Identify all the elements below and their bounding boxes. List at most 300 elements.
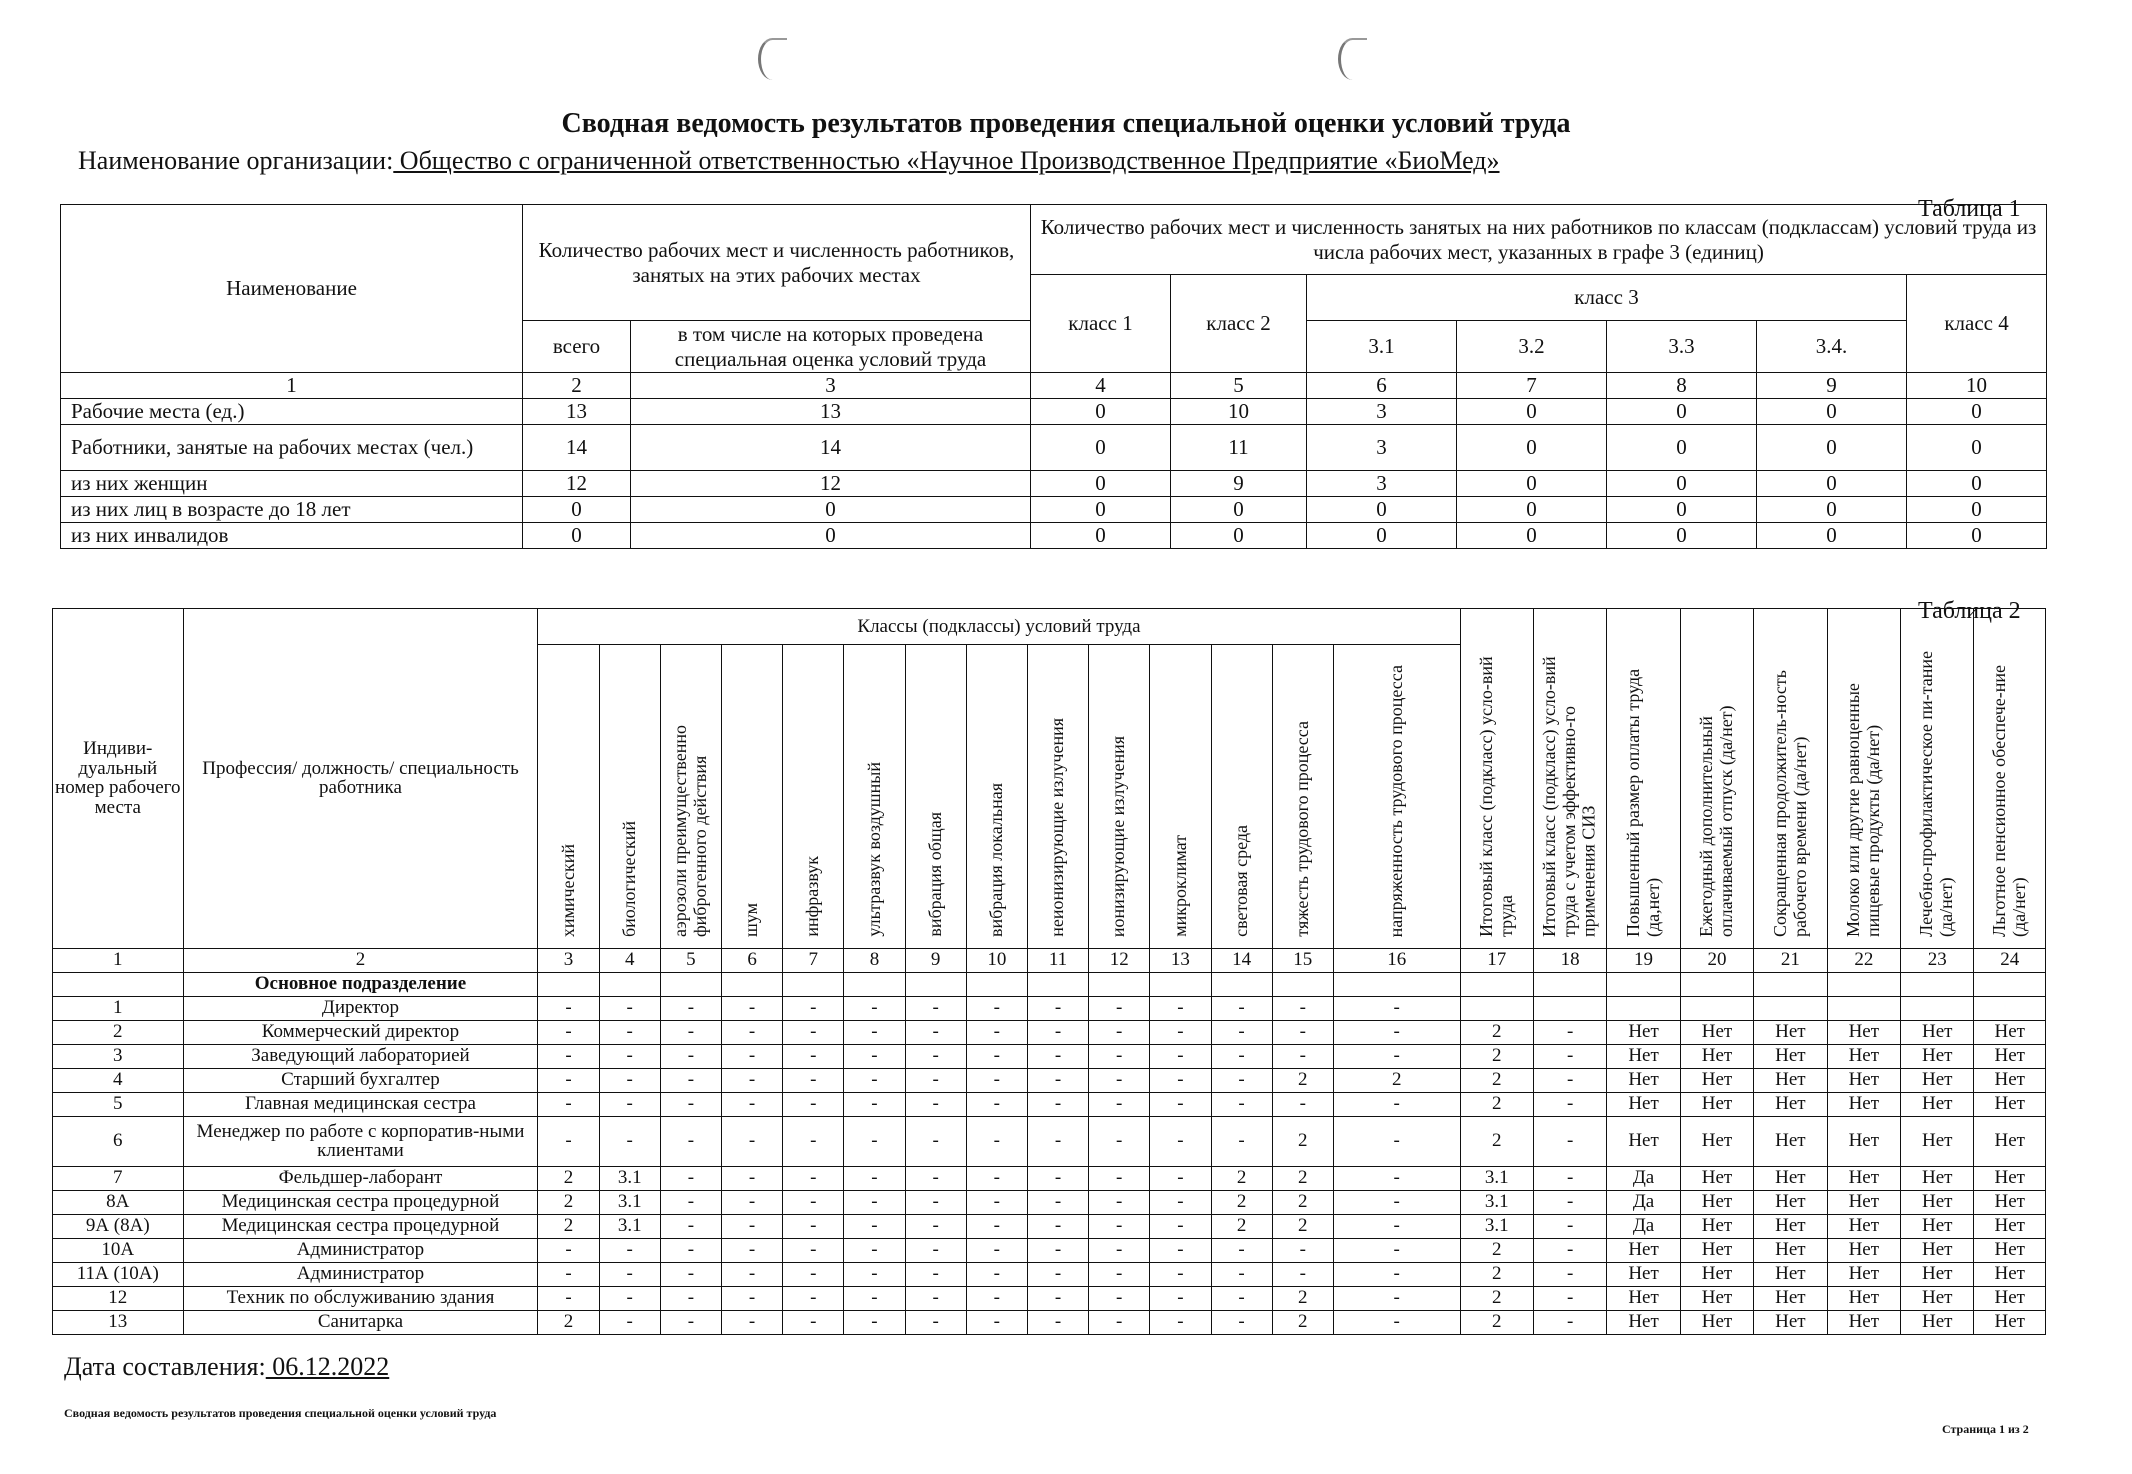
- t2-cell: -: [1027, 1166, 1088, 1190]
- t2-cell: -: [1027, 1238, 1088, 1262]
- t2-row-id: 10А: [53, 1238, 184, 1262]
- t2-cell: Нет: [1901, 1020, 1974, 1044]
- organization-name: Общество с ограниченной ответственностью «Научное Производственное Предприятие «БиоМед»: [393, 146, 1500, 175]
- t2-row-id: 3: [53, 1044, 184, 1068]
- t2-header-extra: [1901, 609, 1974, 949]
- t1-cell: 0: [1457, 523, 1607, 549]
- t2-header-factor: [599, 645, 660, 949]
- t2-cell: -: [1089, 1092, 1150, 1116]
- t2-header-classes-group: Классы (подклассы) условий труда: [538, 609, 1460, 645]
- t2-cell: -: [1333, 1044, 1460, 1068]
- t2-cell: -: [538, 1044, 599, 1068]
- t2-body: [53, 609, 2046, 1335]
- t2-cell: -: [783, 1116, 844, 1166]
- t2-row-profession: Старший бухгалтер: [183, 1068, 538, 1092]
- t2-col-number: 24: [1974, 948, 2046, 972]
- t2-header-factor-label: световая среда: [1230, 825, 1251, 937]
- t2-cell: -: [1211, 1116, 1272, 1166]
- t2-cell: -: [1533, 1286, 1606, 1310]
- t2-cell: -: [1211, 1238, 1272, 1262]
- t2-cell: -: [905, 1238, 966, 1262]
- t1-cell: 0: [1757, 399, 1907, 425]
- t2-cell: -: [1027, 1310, 1088, 1334]
- t2-cell: -: [1027, 1214, 1088, 1238]
- t2-cell: 2: [1211, 1190, 1272, 1214]
- t2-header-extra-label: Льготное пенсионное обеспече-ние (да/нет): [1988, 665, 2029, 937]
- t2-cell: -: [966, 1020, 1027, 1044]
- t1-cell: 3: [1307, 399, 1457, 425]
- t2-cell: Нет: [1827, 1166, 1900, 1190]
- t2-col-number: 11: [1027, 948, 1088, 972]
- t1-row: [61, 523, 2047, 549]
- t2-section-empty: [905, 972, 966, 996]
- t2-cell: -: [722, 1044, 783, 1068]
- t2-section-empty: [538, 972, 599, 996]
- t2-header-extra-label: Ежегодный дополнительный оплачиваемый отпуск (да/нет): [1696, 705, 1736, 937]
- table1-caption: Таблица 1: [1918, 196, 2021, 222]
- t2-section-title: Основное подразделение: [183, 972, 538, 996]
- t2-cell: Нет: [1607, 1068, 1680, 1092]
- t2-cell: 2: [538, 1214, 599, 1238]
- t2-cell: -: [1272, 1044, 1333, 1068]
- hole-punch-mark: [758, 38, 787, 80]
- t2-cell: Нет: [1901, 1068, 1974, 1092]
- t1-cell: 0: [1607, 523, 1757, 549]
- t2-section-empty: [1089, 972, 1150, 996]
- t2-cell: Нет: [1974, 1238, 2046, 1262]
- t2-cell: -: [783, 1044, 844, 1068]
- t2-section-empty: [1827, 972, 1900, 996]
- t2-cell: -: [844, 1020, 905, 1044]
- t2-cell: Нет: [1974, 1214, 2046, 1238]
- t1-cell: 0: [1031, 523, 1171, 549]
- t2-cell: Нет: [1827, 1214, 1900, 1238]
- t2-header-factor: [1150, 645, 1211, 949]
- t2-cell: 2: [1460, 1286, 1533, 1310]
- t2-cell: -: [538, 1116, 599, 1166]
- t2-cell: 2: [1460, 1044, 1533, 1068]
- t2-cell: 2: [1460, 1238, 1533, 1262]
- t2-cell: -: [599, 996, 660, 1020]
- t2-row-profession: Медицинская сестра процедурной: [183, 1190, 538, 1214]
- t1-cell: 11: [1171, 425, 1307, 471]
- t2-cell: -: [1272, 1092, 1333, 1116]
- t2-cell: Нет: [1827, 1262, 1900, 1286]
- t2-cell: Нет: [1827, 1190, 1900, 1214]
- t2-header-factor-label: вибрация общая: [924, 812, 945, 937]
- t2-cell: Нет: [1607, 1044, 1680, 1068]
- t2-cell: -: [1027, 1092, 1088, 1116]
- t1-cell: 12: [631, 471, 1031, 497]
- t2-cell: -: [1027, 996, 1088, 1020]
- t2-cell: -: [1533, 1044, 1606, 1068]
- t2-cell: -: [905, 1310, 966, 1334]
- t1-header-assessed: в том числе на которых проведена специальная оценка условий труда: [631, 321, 1031, 373]
- t2-cell: -: [1150, 1166, 1211, 1190]
- t1-cell: 10: [1171, 399, 1307, 425]
- t2-cell: -: [599, 1310, 660, 1334]
- t2-cell: -: [783, 996, 844, 1020]
- t1-header-sub: 3.1: [1307, 321, 1457, 373]
- date-line: [64, 1352, 389, 1382]
- t2-cell: Нет: [1607, 1310, 1680, 1334]
- t2-cell: Нет: [1754, 1020, 1827, 1044]
- t2-cell: -: [722, 1190, 783, 1214]
- t2-row: [53, 1116, 2046, 1166]
- t2-header-factor: [783, 645, 844, 949]
- t2-cell: -: [1333, 1116, 1460, 1166]
- t1-cell: 0: [1907, 471, 2047, 497]
- t1-col-number: 9: [1757, 373, 1907, 399]
- footer-document-name: Сводная ведомость результатов проведения специальной оценки условий труда: [64, 1406, 497, 1420]
- t2-cell: -: [966, 1262, 1027, 1286]
- t2-cell: Нет: [1901, 1190, 1974, 1214]
- t2-row: [53, 1262, 2046, 1286]
- t2-header-extra-label: Итоговый класс (подкласс) усло-вий труда с учетом эффективно-го применения СИЗ: [1539, 656, 1600, 937]
- t2-cell: -: [1211, 1020, 1272, 1044]
- t2-cell: -: [538, 1238, 599, 1262]
- t2-cell: -: [722, 1116, 783, 1166]
- t2-cell: Нет: [1680, 1286, 1753, 1310]
- t1-cell: 0: [1757, 523, 1907, 549]
- t2-cell: Нет: [1607, 1262, 1680, 1286]
- t2-cell: 3.1: [599, 1166, 660, 1190]
- organization-line: [78, 146, 1500, 176]
- t2-cell: -: [783, 1238, 844, 1262]
- t2-row-profession: Администратор: [183, 1238, 538, 1262]
- t2-header-extra: [1607, 609, 1680, 949]
- t2-section-empty: [599, 972, 660, 996]
- t2-header-factor-label: ионизирующие излучения: [1108, 735, 1129, 937]
- t2-section-empty: [1974, 972, 2046, 996]
- t2-section-row: [53, 972, 2046, 996]
- t1-cell: 0: [1607, 471, 1757, 497]
- t2-row-profession: Заведующий лабораторией: [183, 1044, 538, 1068]
- t2-cell: Нет: [1680, 1068, 1753, 1092]
- t2-cell: -: [1150, 1116, 1211, 1166]
- t2-col-number: 21: [1754, 948, 1827, 972]
- t2-cell: Нет: [1974, 1092, 2046, 1116]
- t2-cell: Нет: [1680, 1262, 1753, 1286]
- t2-cell: -: [1533, 1190, 1606, 1214]
- t1-col-number: 8: [1607, 373, 1757, 399]
- t2-cell: -: [660, 1286, 721, 1310]
- t2-cell: Нет: [1754, 1310, 1827, 1334]
- t1-row: [61, 399, 2047, 425]
- date-value: 06.12.2022: [265, 1352, 390, 1381]
- t2-cell: -: [966, 1116, 1027, 1166]
- t2-cell: 2: [1460, 1310, 1533, 1334]
- t2-cell: -: [1089, 1166, 1150, 1190]
- t2-row-id: 5: [53, 1092, 184, 1116]
- t2-cell: Нет: [1974, 1116, 2046, 1166]
- t2-cell: 2: [1333, 1068, 1460, 1092]
- t2-row-id: 6: [53, 1116, 184, 1166]
- t2-section-empty: [53, 972, 184, 996]
- t1-cell: 0: [1031, 497, 1171, 523]
- t2-cell: -: [722, 996, 783, 1020]
- t2-cell: -: [599, 1020, 660, 1044]
- t2-cell: Нет: [1974, 1262, 2046, 1286]
- t2-cell: [1974, 996, 2046, 1020]
- t1-cell: 0: [1757, 497, 1907, 523]
- t2-row: [53, 1214, 2046, 1238]
- t1-row-name: из них лиц в возрасте до 18 лет: [61, 497, 523, 523]
- t2-cell: [1901, 996, 1974, 1020]
- t2-cell: Нет: [1754, 1116, 1827, 1166]
- t2-cell: -: [1272, 1238, 1333, 1262]
- t2-cell: -: [1211, 1068, 1272, 1092]
- t2-cell: -: [722, 1166, 783, 1190]
- t2-cell: -: [844, 1092, 905, 1116]
- t1-cell: 3: [1307, 471, 1457, 497]
- t1-header-class3: класс 3: [1307, 275, 1907, 321]
- t2-cell: Нет: [1607, 1286, 1680, 1310]
- t2-cell: -: [1333, 1214, 1460, 1238]
- t2-cell: -: [599, 1286, 660, 1310]
- t2-cell: -: [599, 1044, 660, 1068]
- t2-cell: -: [1333, 1238, 1460, 1262]
- t1-col-number: 6: [1307, 373, 1457, 399]
- t2-row: [53, 1020, 2046, 1044]
- t2-cell: 2: [1272, 1214, 1333, 1238]
- t2-col-number: 23: [1901, 948, 1974, 972]
- t2-cell: -: [1333, 1166, 1460, 1190]
- t2-cell: Нет: [1901, 1116, 1974, 1166]
- t2-row-profession: Фельдшер-лаборант: [183, 1166, 538, 1190]
- t2-cell: Нет: [1827, 1310, 1900, 1334]
- t2-cell: -: [844, 1286, 905, 1310]
- t2-header-factor-label: ультразвук воздушный: [863, 762, 884, 937]
- t2-header-factor-label: тяжесть трудового процесса: [1291, 721, 1312, 937]
- t2-cell: -: [1533, 1020, 1606, 1044]
- t2-header-factor: [1333, 645, 1460, 949]
- t1-header-group-b: Количество рабочих мест и численность занятых на них работников по классам (подклассам) условий труда из числа рабочих мест, указанных в графе 3 (единиц): [1031, 205, 2047, 275]
- t2-cell: -: [1211, 1286, 1272, 1310]
- t2-cell: Нет: [1754, 1166, 1827, 1190]
- t2-row-profession: Главная медицинская сестра: [183, 1092, 538, 1116]
- t2-cell: Нет: [1901, 1044, 1974, 1068]
- t2-cell: Нет: [1974, 1286, 2046, 1310]
- t2-cell: Нет: [1680, 1166, 1753, 1190]
- t2-cell: Нет: [1827, 1068, 1900, 1092]
- t1-cell: 0: [523, 523, 631, 549]
- t1-cell: 0: [1031, 471, 1171, 497]
- t1-cell: 0: [1907, 399, 2047, 425]
- t2-header-factor-label: аэрозоли преимущественно фиброгенного действия: [670, 724, 710, 937]
- t2-cell: -: [1333, 1190, 1460, 1214]
- t2-cell: -: [966, 1092, 1027, 1116]
- t2-cell: -: [1272, 1020, 1333, 1044]
- t1-cell: 13: [523, 399, 631, 425]
- t2-header-extra-label: Молоко или другие равноценные пищевые продукты (да/нет): [1843, 683, 1883, 937]
- t1-row: [61, 497, 2047, 523]
- t2-cell: -: [1027, 1116, 1088, 1166]
- t2-cell: -: [783, 1068, 844, 1092]
- t2-row-profession: Администратор: [183, 1262, 538, 1286]
- t2-cell: Нет: [1974, 1044, 2046, 1068]
- t1-number-row: [61, 373, 2047, 399]
- t2-cell: -: [722, 1068, 783, 1092]
- t1-col-number: 4: [1031, 373, 1171, 399]
- t2-col-number: 15: [1272, 948, 1333, 972]
- t2-col-number: 3: [538, 948, 599, 972]
- t2-cell: Нет: [1974, 1190, 2046, 1214]
- t2-cell: -: [538, 1092, 599, 1116]
- t2-cell: -: [1089, 1310, 1150, 1334]
- t1-row-name: Рабочие места (ед.): [61, 399, 523, 425]
- t2-cell: -: [1150, 1068, 1211, 1092]
- t2-cell: Нет: [1754, 1092, 1827, 1116]
- t2-header-row: [53, 609, 2046, 645]
- t2-cell: Нет: [1827, 1116, 1900, 1166]
- t1-cell: 0: [1171, 523, 1307, 549]
- t1-row: [61, 471, 2047, 497]
- t2-cell: -: [1027, 1020, 1088, 1044]
- t2-cell: -: [783, 1286, 844, 1310]
- t1-cell: 0: [1307, 523, 1457, 549]
- t2-row: [53, 1068, 2046, 1092]
- t2-header-factor-label: напряженность трудового процесса: [1385, 664, 1406, 937]
- t2-section-empty: [722, 972, 783, 996]
- t1-col-number: 5: [1171, 373, 1307, 399]
- t2-row-id: 9А (8А): [53, 1214, 184, 1238]
- t2-cell: -: [538, 996, 599, 1020]
- t2-section-empty: [1680, 972, 1753, 996]
- t2-row: [53, 1044, 2046, 1068]
- t2-col-number: 13: [1150, 948, 1211, 972]
- t2-header-factor: [722, 645, 783, 949]
- t2-cell: -: [844, 1214, 905, 1238]
- t2-cell: -: [1533, 1238, 1606, 1262]
- t2-cell: -: [783, 1214, 844, 1238]
- t2-section-empty: [660, 972, 721, 996]
- date-label: Дата составления:: [64, 1352, 266, 1381]
- t2-header-factor: [1211, 645, 1272, 949]
- t2-cell: -: [538, 1068, 599, 1092]
- t2-cell: 2: [538, 1166, 599, 1190]
- t1-cell: 14: [523, 425, 631, 471]
- t2-header-factor: [905, 645, 966, 949]
- t2-cell: [1607, 996, 1680, 1020]
- t1-cell: 9: [1171, 471, 1307, 497]
- t2-cell: -: [538, 1020, 599, 1044]
- t2-header-extra: [1827, 609, 1900, 949]
- t2-cell: 2: [538, 1310, 599, 1334]
- t2-cell: -: [660, 996, 721, 1020]
- t2-cell: Нет: [1901, 1262, 1974, 1286]
- t2-cell: -: [1533, 1116, 1606, 1166]
- t1-cell: 0: [1171, 497, 1307, 523]
- t1-header-group-a: Количество рабочих мест и численность работников, занятых на этих рабочих местах: [523, 205, 1031, 321]
- t2-cell: Нет: [1754, 1068, 1827, 1092]
- t1-cell: 14: [631, 425, 1031, 471]
- t2-cell: -: [660, 1166, 721, 1190]
- t2-cell: -: [844, 1238, 905, 1262]
- t1-header-total: всего: [523, 321, 631, 373]
- t2-section-empty: [1754, 972, 1827, 996]
- t2-cell: -: [905, 1262, 966, 1286]
- t2-cell: -: [783, 1310, 844, 1334]
- t2-col-number: 6: [722, 948, 783, 972]
- summary-table: [60, 204, 2047, 549]
- t1-cell: 0: [1907, 425, 2047, 471]
- t2-cell: -: [1150, 1092, 1211, 1116]
- t2-col-number: 16: [1333, 948, 1460, 972]
- t2-col-number: 8: [844, 948, 905, 972]
- t1-header-class2: класс 2: [1171, 275, 1307, 373]
- t2-cell: -: [1150, 1044, 1211, 1068]
- t2-cell: Нет: [1680, 1044, 1753, 1068]
- t2-cell: -: [844, 1166, 905, 1190]
- t2-header-factor-label: химический: [557, 843, 578, 937]
- t2-col-number: 14: [1211, 948, 1272, 972]
- t2-cell: -: [783, 1190, 844, 1214]
- t1-body: [61, 399, 2047, 549]
- t2-cell: Нет: [1901, 1310, 1974, 1334]
- t2-cell: 2: [1460, 1020, 1533, 1044]
- t2-row: [53, 1310, 2046, 1334]
- t1-cell: 0: [1607, 399, 1757, 425]
- t1-col-number: 2: [523, 373, 631, 399]
- t2-col-number: 5: [660, 948, 721, 972]
- t2-section-empty: [1150, 972, 1211, 996]
- t2-cell: -: [1272, 1262, 1333, 1286]
- t2-row-id: 7: [53, 1166, 184, 1190]
- t2-header-factor: [538, 645, 599, 949]
- t2-cell: Нет: [1901, 1214, 1974, 1238]
- t2-cell: Нет: [1974, 1166, 2046, 1190]
- t2-header-factor-label: биологический: [618, 820, 639, 937]
- t2-cell: Нет: [1754, 1262, 1827, 1286]
- t2-row-id: 11А (10А): [53, 1262, 184, 1286]
- t2-cell: -: [660, 1020, 721, 1044]
- t2-row-profession: Коммерческий директор: [183, 1020, 538, 1044]
- t2-cell: -: [1027, 1262, 1088, 1286]
- t2-section-empty: [1272, 972, 1333, 996]
- t2-cell: Нет: [1680, 1190, 1753, 1214]
- t2-cell: 2: [1460, 1092, 1533, 1116]
- t2-cell: -: [1089, 1238, 1150, 1262]
- t2-col-number: 7: [783, 948, 844, 972]
- t2-cell: Нет: [1607, 1020, 1680, 1044]
- t2-cell: -: [1089, 1116, 1150, 1166]
- t2-cell: Нет: [1827, 1238, 1900, 1262]
- t2-header-extra: [1533, 609, 1606, 949]
- t1-row-name: из них женщин: [61, 471, 523, 497]
- t2-cell: Нет: [1754, 1190, 1827, 1214]
- t2-cell: -: [1211, 1310, 1272, 1334]
- t2-cell: -: [599, 1116, 660, 1166]
- t1-row: [61, 425, 2047, 471]
- t2-row-profession: Директор: [183, 996, 538, 1020]
- t2-cell: -: [722, 1262, 783, 1286]
- t2-section-empty: [1027, 972, 1088, 996]
- t2-cell: -: [1333, 1286, 1460, 1310]
- t2-cell: Нет: [1827, 1044, 1900, 1068]
- t2-cell: Нет: [1974, 1068, 2046, 1092]
- t2-cell: -: [660, 1238, 721, 1262]
- t1-cell: 3: [1307, 425, 1457, 471]
- t1-header-class1: класс 1: [1031, 275, 1171, 373]
- t2-cell: -: [1150, 1238, 1211, 1262]
- t2-cell: -: [1533, 1166, 1606, 1190]
- t2-row-id: 1: [53, 996, 184, 1020]
- t2-cell: 2: [1272, 1286, 1333, 1310]
- t1-cell: 0: [1031, 425, 1171, 471]
- t2-row-id: 12: [53, 1286, 184, 1310]
- t2-row-profession: Менеджер по работе с корпоратив-ными клиентами: [183, 1116, 538, 1166]
